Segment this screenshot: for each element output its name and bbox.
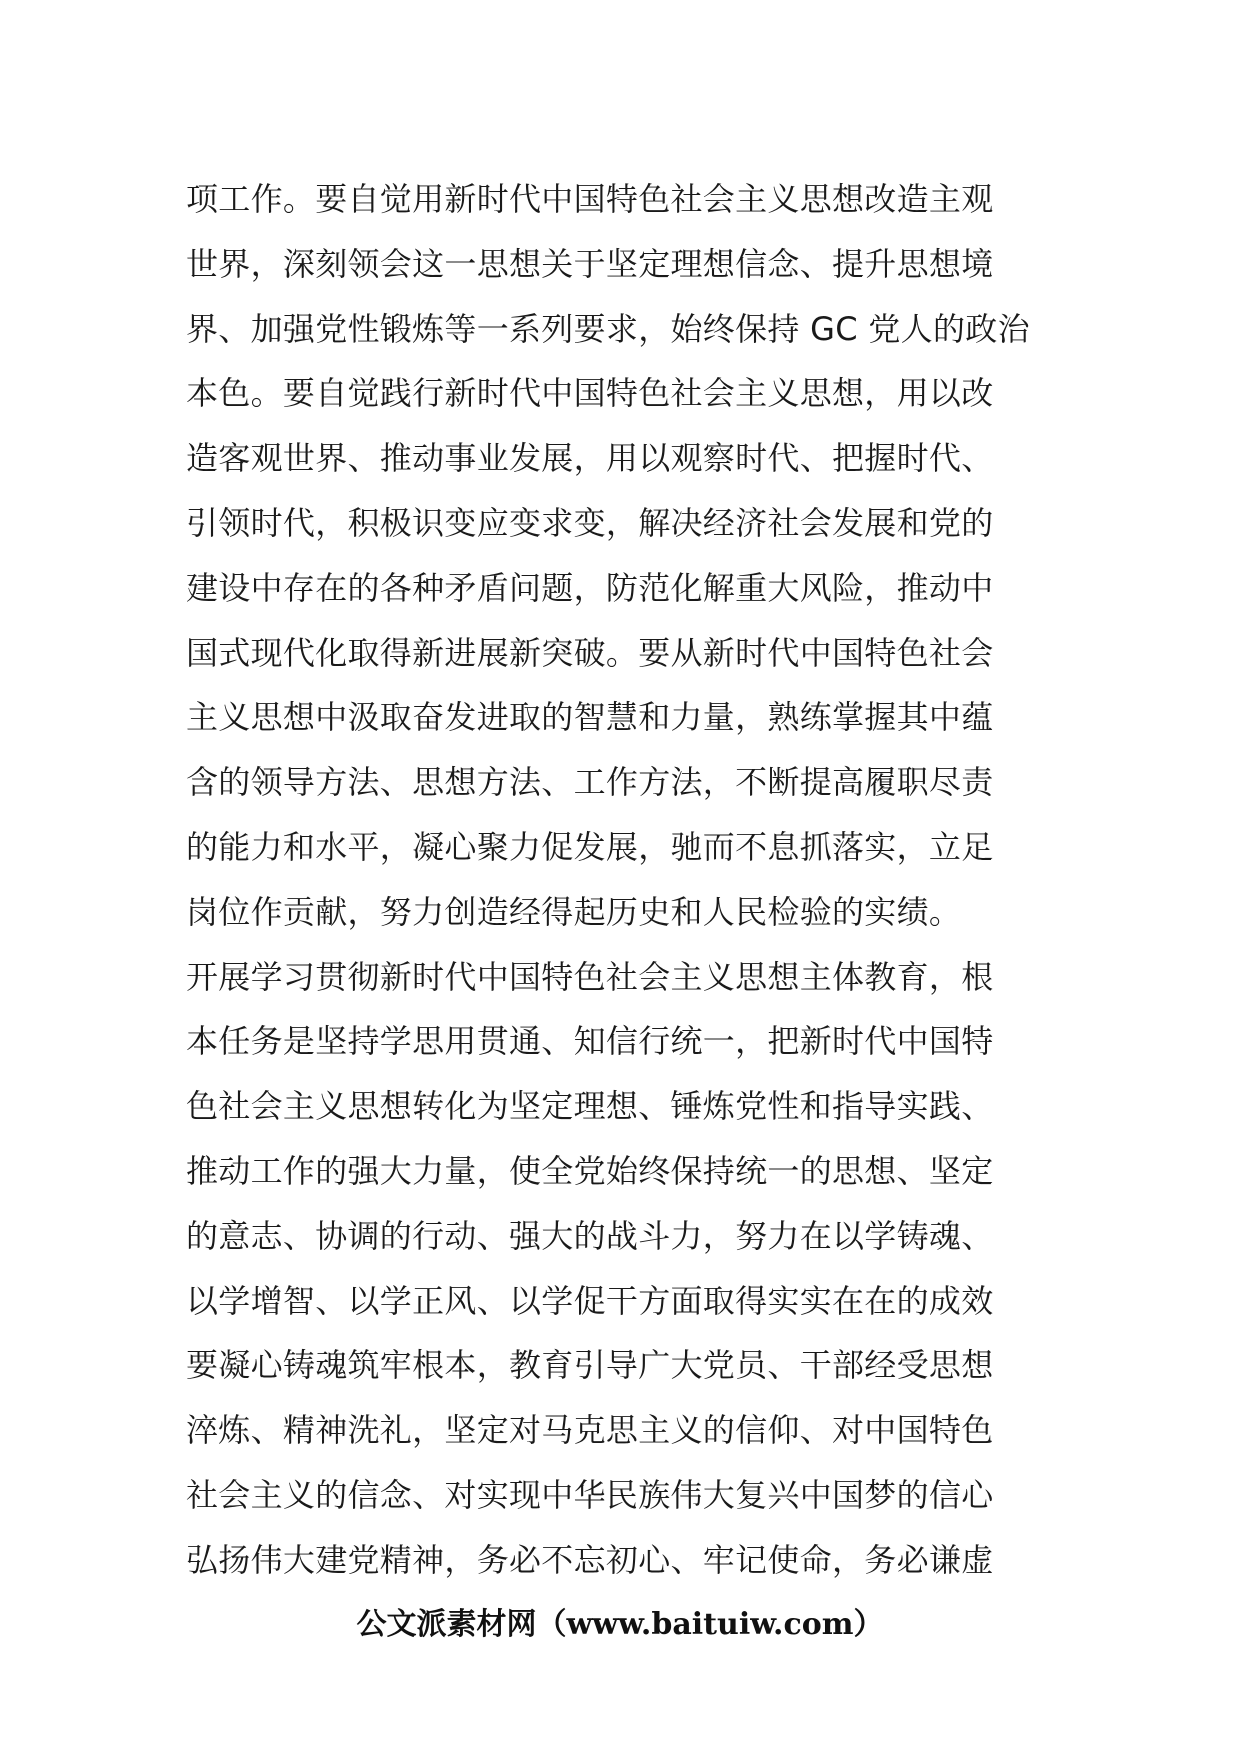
text-line: 本任务是坚持学思用贯通、知信行统一，把新时代中国特 [186,1022,994,1061]
text-line: 本色。要自觉践行新时代中国特色社会主义思想，用以改 [186,374,994,413]
text-line: 界、加强党性锻炼等一系列要求，始终保持 GC 党人的政治 [186,309,1030,348]
text-line: 色社会主义思想转化为坚定理想、锤炼党性和指导实践、 [186,1087,994,1126]
text-line: 国式现代化取得新进展新突破。要从新时代中国特色社会 [186,633,994,672]
text-line: 以学增智、以学正风、以学促干方面取得实实在在的成效 [186,1281,994,1320]
text-line: 弘扬伟大建党精神，务必不忘初心、牢记使命，务必谦虚 [186,1540,994,1579]
text-line: 岗位作贡献，努力创造经得起历史和人民检验的实绩。 [186,892,962,931]
body-text [186,167,1066,1593]
text-line: 的意志、协调的行动、强大的战斗力，努力在以学铸魂、 [186,1216,994,1255]
text-line: 世界，深刻领会这一思想关于坚定理想信念、提升思想境 [186,244,994,283]
footer-source: 公文派素材网（www.baituiw.com） [356,1607,884,1642]
text-line: 社会主义的信念、对实现中华民族伟大复兴中国梦的信心 [186,1475,994,1514]
text-line: 项工作。要自觉用新时代中国特色社会主义思想改造主观 [186,180,994,218]
text-line: 要凝心铸魂筑牢根本，教育引导广大党员、干部经受思想 [186,1346,994,1385]
text-line: 建设中存在的各种矛盾问题，防范化解重大风险，推动中 [186,568,994,607]
text-line: 含的领导方法、思想方法、工作方法，不断提高履职尽责 [186,763,994,802]
text-line: 开展学习贯彻新时代中国特色社会主义思想主体教育，根 [186,957,994,996]
text-line: 推动工作的强大力量，使全党始终保持统一的思想、坚定 [186,1151,994,1190]
text-line: 的能力和水平，凝心聚力促发展，驰而不息抓落实，立足 [186,827,994,866]
text-line: 淬炼、精神洗礼，坚定对马克思主义的信仰、对中国特色 [186,1411,994,1450]
text-line: 主义思想中汲取奋发进取的智慧和力量，熟练掌握其中蕴 [186,698,994,737]
text-line: 造客观世界、推动事业发展，用以观察时代、把握时代、 [186,439,994,478]
text-line: 引领时代，积极识变应变求变，解决经济社会发展和党的 [186,503,994,542]
